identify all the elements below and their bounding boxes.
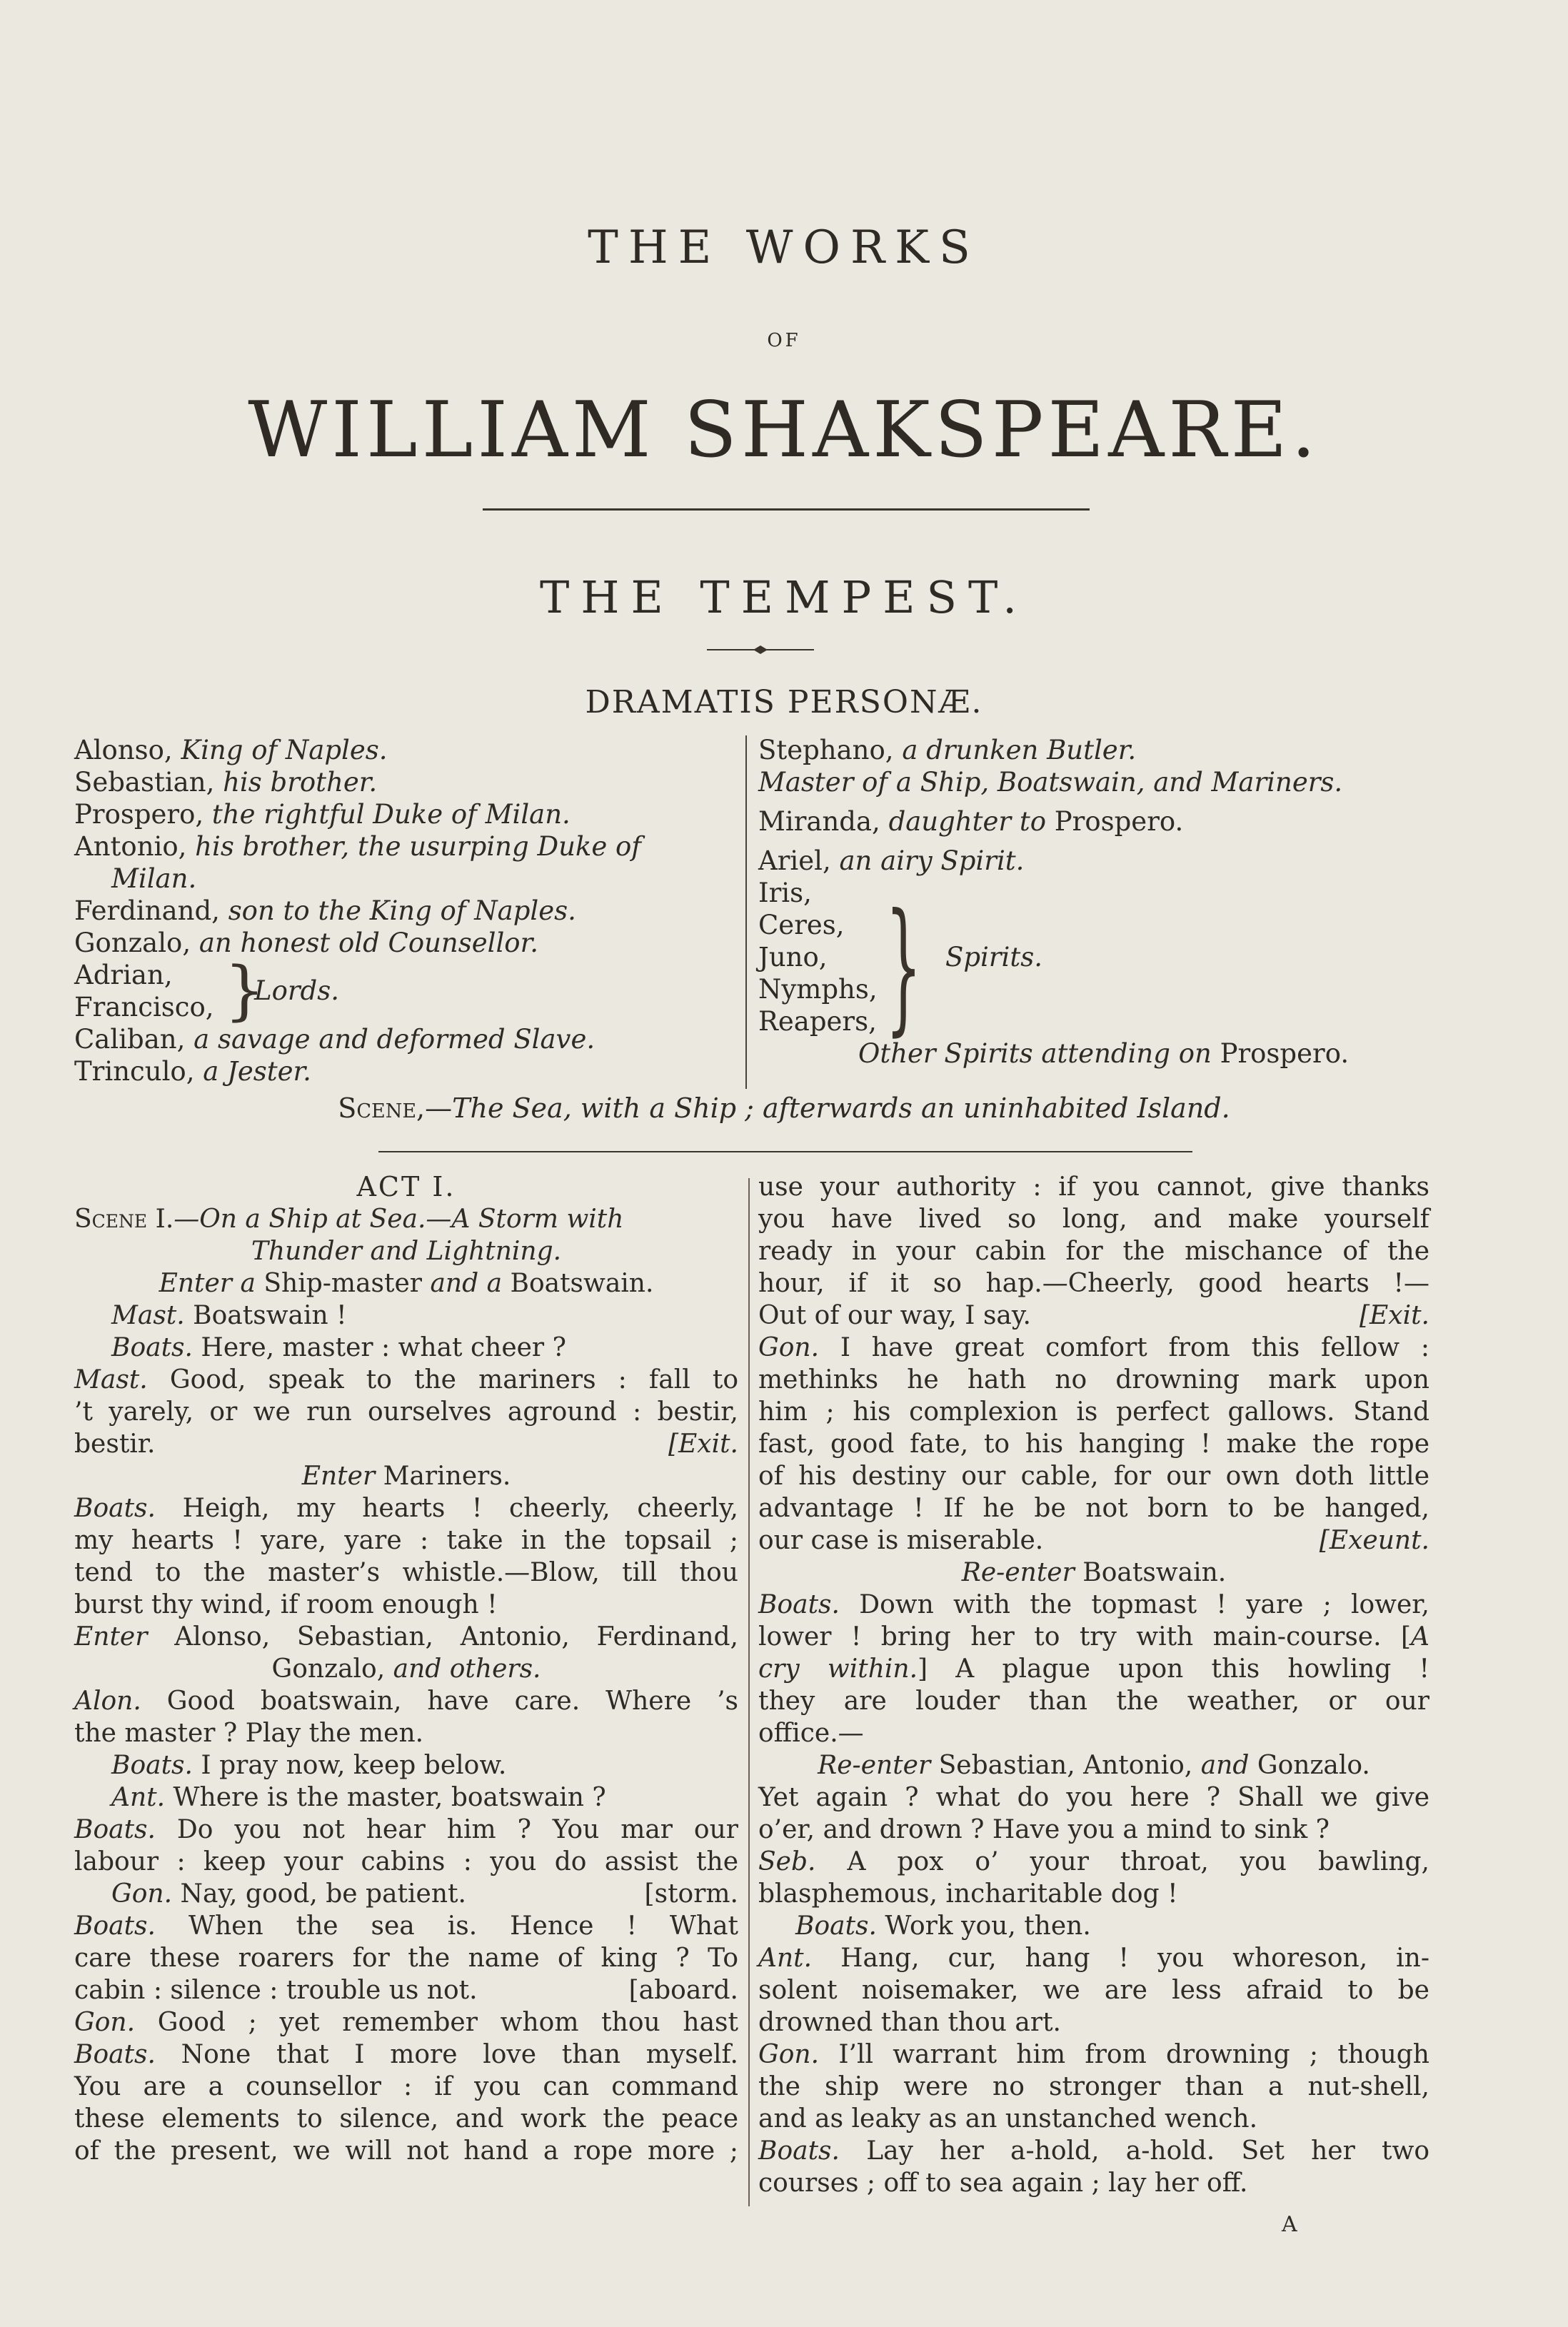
spirit-name: Juno, bbox=[758, 942, 828, 972]
text-run: Work you, then. bbox=[885, 1911, 1091, 1941]
spirit-name: Ceres, bbox=[758, 910, 845, 940]
person-description: Milan. bbox=[111, 863, 197, 894]
text-run: Boats. bbox=[111, 1333, 201, 1362]
scene-label: Scene bbox=[338, 1092, 417, 1124]
text-line bbox=[74, 2039, 738, 2071]
person-name-tail: Prospero. bbox=[1046, 806, 1184, 837]
text-line bbox=[758, 2167, 1429, 2199]
person-name: Alonso, bbox=[74, 735, 181, 765]
person-entry bbox=[74, 830, 740, 863]
text-line bbox=[74, 1332, 738, 1364]
text-line bbox=[74, 1364, 738, 1396]
text-line bbox=[758, 1332, 1429, 1364]
text-run: hour, if it so hap.—Cheerly, good hearts !— bbox=[758, 1269, 1429, 1298]
text-run: Enter bbox=[301, 1462, 383, 1491]
scene-desc-2: Thunder and Lightning. bbox=[251, 1237, 562, 1266]
text-line bbox=[758, 1621, 1429, 1653]
person-name: Trinculo, bbox=[74, 1056, 203, 1087]
other-spirits-entry bbox=[758, 1037, 1508, 1070]
scene-heading-cont bbox=[74, 1235, 738, 1267]
text-run: Boats. bbox=[74, 1911, 189, 1941]
text-line bbox=[74, 1621, 738, 1653]
persons-right-column bbox=[758, 734, 1508, 1070]
text-run: of his destiny our cable, for our own doth little bbox=[758, 1462, 1429, 1491]
text-line bbox=[758, 1203, 1429, 1235]
text-line bbox=[758, 1428, 1429, 1460]
text-run: cabin : silence : trouble us not. bbox=[74, 1976, 478, 2005]
text-line bbox=[74, 1942, 738, 1974]
text-line bbox=[74, 1846, 738, 1878]
text-column-left bbox=[74, 1171, 738, 2167]
person-entry bbox=[74, 895, 740, 927]
text-run: [Exit. bbox=[1359, 1301, 1429, 1330]
text-line bbox=[758, 1846, 1429, 1878]
text-run: Yet again ? what do you here ? Shall we give bbox=[758, 1783, 1429, 1812]
text-line bbox=[758, 2135, 1429, 2167]
person-entry bbox=[758, 766, 1508, 798]
scene-description: The Sea, with a Ship ; afterwards an uninhabited Island. bbox=[452, 1092, 1230, 1124]
text-run: bestir. bbox=[74, 1429, 156, 1459]
lords-group bbox=[74, 953, 740, 1028]
text-line bbox=[74, 1428, 738, 1460]
text-run: Gon. bbox=[74, 2008, 158, 2037]
lord-name: Adrian, bbox=[74, 960, 173, 990]
person-entry bbox=[74, 1023, 740, 1055]
text-run: A pox o’ your throat, you bawling, bbox=[847, 1847, 1429, 1876]
text-run: Gon. bbox=[758, 2040, 839, 2069]
person-entry bbox=[74, 734, 740, 766]
text-run: [aboard. bbox=[628, 1976, 738, 2005]
person-entry bbox=[74, 766, 740, 798]
person-name: Ferdinand, bbox=[74, 895, 228, 926]
act-heading: ACT I. bbox=[356, 1171, 456, 1202]
line-right-note bbox=[1320, 1524, 1429, 1557]
text-line bbox=[74, 1910, 738, 1942]
text-run: of the present, we will not hand a rope more ; bbox=[74, 2136, 738, 2166]
scene-number: Scene I. bbox=[74, 1205, 174, 1234]
text-run: Where is the master, boatswain ? bbox=[173, 1783, 606, 1812]
text-run: Boats. bbox=[758, 2136, 867, 2166]
text-line bbox=[758, 1974, 1429, 2006]
text-run: they are louder than the weather, or our bbox=[758, 1687, 1429, 1716]
text-line bbox=[758, 2039, 1429, 2071]
person-entry bbox=[74, 927, 740, 959]
person-description: an airy Spirit. bbox=[839, 845, 1025, 876]
person-entry bbox=[74, 863, 740, 895]
text-run: use your authority : if you cannot, give thanks bbox=[758, 1172, 1429, 1202]
text-run: Hang, cur, hang ! you whoreson, in- bbox=[840, 1944, 1429, 1973]
right-text-lines bbox=[758, 1171, 1429, 2199]
text-line bbox=[758, 1364, 1429, 1396]
text-line bbox=[74, 2071, 738, 2103]
person-description: his brother. bbox=[223, 767, 378, 798]
text-line bbox=[758, 1396, 1429, 1428]
other-spirits-description: Other Spirits attending on bbox=[858, 1038, 1212, 1069]
text-run: Enter bbox=[74, 1622, 175, 1652]
text-line bbox=[74, 1878, 738, 1910]
spirits-label: Spirits. bbox=[945, 942, 1043, 972]
spirit-name: Reapers, bbox=[758, 1006, 877, 1037]
scene-setting bbox=[0, 1092, 1568, 1124]
text-run: Re-enter bbox=[818, 1751, 939, 1780]
text-run: Mariners. bbox=[383, 1462, 511, 1491]
text-line bbox=[758, 1814, 1429, 1846]
line-right-note bbox=[1360, 1300, 1429, 1332]
text-run: None that I more love than myself. bbox=[181, 2040, 738, 2069]
persons-left-column bbox=[74, 734, 740, 1087]
text-run: o’er, and drown ? Have you a mind to sink ? bbox=[758, 1815, 1330, 1844]
text-line bbox=[74, 1589, 738, 1621]
line-right-note bbox=[668, 1428, 738, 1460]
person-description: his brother, the usurping Duke of bbox=[195, 831, 641, 862]
text-line bbox=[74, 2006, 738, 2039]
text-run: burst thy wind, if room enough ! bbox=[74, 1590, 498, 1619]
person-entry bbox=[74, 798, 740, 830]
text-run: ] A plague upon this howling ! bbox=[918, 1654, 1430, 1684]
dramatis-personae-heading: DRAMATIS PERSONÆ. bbox=[585, 684, 983, 720]
text-run: my hearts ! yare, yare : take in the topsail ; bbox=[74, 1526, 738, 1555]
person-description: an honest old Counsellor. bbox=[198, 928, 538, 958]
text-run: Ant. bbox=[758, 1944, 841, 1973]
scene-dash: ,— bbox=[416, 1092, 453, 1124]
text-line bbox=[74, 1781, 738, 1814]
text-run: [storm. bbox=[644, 1879, 738, 1909]
text-line bbox=[758, 1267, 1429, 1300]
text-run: Alon. bbox=[74, 1687, 167, 1716]
text-line bbox=[74, 1300, 738, 1332]
other-spirits-tail: Prospero. bbox=[1211, 1038, 1350, 1069]
text-run: Out of our way, I say. bbox=[758, 1301, 1031, 1330]
text-run: Lay her a-hold, a-hold. Set her two bbox=[866, 2136, 1429, 2166]
text-run: labour : keep your cabins : you do assist the bbox=[74, 1847, 738, 1876]
person-name: Sebastian, bbox=[74, 767, 223, 798]
title-works: THE WORKS bbox=[588, 221, 980, 274]
text-line bbox=[74, 2135, 738, 2167]
text-run: Ant. bbox=[111, 1783, 174, 1812]
spirit-name: Nymphs, bbox=[758, 974, 878, 1005]
text-line bbox=[758, 2103, 1429, 2135]
text-run: A bbox=[1411, 1622, 1429, 1652]
text-run: Good boatswain, have care. Where ’s bbox=[166, 1687, 738, 1716]
text-line bbox=[758, 1781, 1429, 1814]
text-run: and bbox=[1200, 1751, 1257, 1780]
text-line bbox=[74, 2103, 738, 2135]
text-run: [Exit. bbox=[668, 1429, 738, 1459]
person-name: Prospero, bbox=[74, 799, 212, 830]
text-line bbox=[758, 1749, 1429, 1781]
text-run: office.— bbox=[758, 1719, 864, 1748]
text-run: Mast. bbox=[111, 1301, 194, 1330]
text-line bbox=[74, 1974, 738, 2006]
text-run: Alonso, Sebastian, Antonio, Ferdinand, bbox=[174, 1622, 738, 1652]
text-run: Nay, good, be patient. bbox=[180, 1879, 466, 1909]
text-run: lower ! bring her to try with main-course. [ bbox=[758, 1622, 1411, 1652]
text-line bbox=[758, 1589, 1429, 1621]
text-run: Gon. bbox=[758, 1333, 840, 1362]
person-name: Caliban, bbox=[74, 1024, 194, 1055]
person-description: the rightful Duke of Milan. bbox=[211, 799, 571, 830]
text-line bbox=[758, 2006, 1429, 2039]
text-run: Sebastian, Antonio, bbox=[938, 1751, 1201, 1780]
text-line bbox=[758, 1524, 1429, 1557]
text-line bbox=[758, 1300, 1429, 1332]
text-run: I’ll warrant him from drowning ; though bbox=[838, 2040, 1429, 2069]
text-column-right bbox=[758, 1171, 1429, 2199]
person-description: daughter to bbox=[888, 806, 1047, 837]
text-run: Gonzalo. bbox=[1257, 1751, 1370, 1780]
title-author: WILLIAM SHAKSPEARE. bbox=[248, 386, 1320, 475]
section-rule bbox=[378, 1151, 1192, 1152]
person-description: a drunken Butler. bbox=[902, 735, 1137, 765]
text-run: solent noisemaker, we are less afraid to be bbox=[758, 1976, 1429, 2005]
text-line bbox=[758, 1460, 1429, 1492]
person-description: King of Naples. bbox=[181, 735, 388, 765]
text-run: Boatswain ! bbox=[193, 1301, 347, 1330]
person-entry bbox=[758, 805, 1508, 838]
text-run: Gon. bbox=[111, 1879, 181, 1909]
text-run: and others. bbox=[393, 1654, 541, 1684]
text-run: Enter a bbox=[159, 1269, 264, 1298]
text-run: Boats. bbox=[74, 1494, 183, 1523]
text-run: care these roarers for the name of king ? To bbox=[74, 1944, 738, 1973]
lords-label: Lords. bbox=[254, 975, 339, 1006]
text-line bbox=[74, 1717, 738, 1749]
lords-brace-icon: } bbox=[224, 953, 266, 1028]
text-line bbox=[758, 1717, 1429, 1749]
text-line bbox=[74, 1267, 738, 1300]
text-line bbox=[758, 1910, 1429, 1942]
text-run: When the sea is. Hence ! What bbox=[188, 1911, 739, 1941]
text-run: Mast. bbox=[74, 1365, 170, 1394]
text-run: I have great comfort from this fellow : bbox=[840, 1333, 1429, 1362]
text-line bbox=[758, 1492, 1429, 1524]
text-run: and as leaky as an unstanched wench. bbox=[758, 2104, 1258, 2133]
text-run: I pray now, keep below. bbox=[201, 1751, 507, 1780]
text-run: advantage ! If he be not born to be hanged, bbox=[758, 1494, 1429, 1523]
text-run: Re-enter bbox=[961, 1558, 1083, 1587]
text-line bbox=[74, 1685, 738, 1717]
text-line bbox=[758, 1557, 1429, 1589]
person-description: son to the King of Naples. bbox=[228, 895, 576, 926]
text-line bbox=[74, 1396, 738, 1428]
text-run: Heigh, my hearts ! cheerly, cheerly, bbox=[182, 1494, 739, 1523]
person-name: Ariel, bbox=[758, 845, 840, 876]
text-run: these elements to silence, and work the peace bbox=[74, 2104, 738, 2133]
spirits-brace-icon: } bbox=[885, 883, 922, 1050]
person-name: Miranda, bbox=[758, 806, 889, 837]
title-rule bbox=[483, 508, 1090, 511]
text-run: [Exeunt. bbox=[1319, 1526, 1429, 1555]
text-run: ’t yarely, or we run ourselves aground : bestir, bbox=[74, 1397, 738, 1427]
text-run: Boats. bbox=[74, 1815, 177, 1844]
text-line bbox=[758, 1171, 1429, 1203]
person-description: a savage and deformed Slave. bbox=[194, 1024, 595, 1055]
text-run: Down with the topmast ! yare ; lower, bbox=[859, 1590, 1430, 1619]
text-run: You are a counsellor : if you can command bbox=[74, 2072, 738, 2101]
text-run: Ship-master bbox=[263, 1269, 431, 1298]
text-run: our case is miserable. bbox=[758, 1526, 1044, 1555]
persons-column-divider bbox=[745, 735, 747, 1089]
person-name: Antonio, bbox=[74, 831, 196, 862]
text-run: blasphemous, incharitable dog ! bbox=[758, 1879, 1178, 1909]
text-run: ready in your cabin for the mischance of the bbox=[758, 1237, 1429, 1266]
play-title: THE TEMPEST. bbox=[540, 571, 1028, 623]
person-entry bbox=[74, 1055, 740, 1087]
text-run: Boats. bbox=[74, 2040, 181, 2069]
person-description: Master of a Ship, Boatswain, and Mariners. bbox=[758, 767, 1343, 798]
text-line bbox=[74, 1524, 738, 1557]
left-text-lines bbox=[74, 1267, 738, 2167]
person-entry bbox=[758, 845, 1508, 877]
text-line bbox=[74, 1749, 738, 1781]
text-line bbox=[74, 1814, 738, 1846]
ornament-divider-icon bbox=[707, 643, 814, 657]
text-run: Boats. bbox=[758, 1590, 860, 1619]
text-run: fast, good fate, to his hanging ! make the rope bbox=[758, 1429, 1429, 1459]
lord-name: Francisco, bbox=[74, 992, 214, 1022]
spirit-name: Iris, bbox=[758, 878, 812, 908]
line-right-note bbox=[629, 1974, 738, 2006]
text-line bbox=[74, 1653, 738, 1685]
text-line bbox=[74, 1557, 738, 1589]
text-line bbox=[758, 1235, 1429, 1267]
text-run: Boatswain. bbox=[510, 1269, 654, 1298]
text-run: Gonzalo, bbox=[271, 1654, 393, 1684]
person-entry bbox=[758, 734, 1508, 766]
scene-heading bbox=[74, 1203, 738, 1235]
text-line bbox=[758, 2071, 1429, 2103]
text-line bbox=[74, 1492, 738, 1524]
signature-mark: A bbox=[1282, 2212, 1297, 2237]
person-description: a Jester. bbox=[203, 1056, 311, 1087]
spirits-group bbox=[758, 877, 1508, 1050]
text-column-divider bbox=[748, 1178, 750, 2206]
text-run: Good, speak to the mariners : fall to bbox=[169, 1365, 738, 1394]
person-name: Stephano, bbox=[758, 735, 903, 765]
person-name: Gonzalo, bbox=[74, 928, 199, 958]
text-run: the ship were no stronger than a nut-shell, bbox=[758, 2072, 1429, 2101]
text-run: cry within. bbox=[758, 1654, 918, 1684]
text-run: tend to the master’s whistle.—Blow, till thou bbox=[74, 1558, 738, 1587]
text-line bbox=[758, 1878, 1429, 1910]
text-line bbox=[74, 1460, 738, 1492]
text-run: Seb. bbox=[758, 1847, 848, 1876]
text-run: you have lived so long, and make yourself bbox=[758, 1205, 1429, 1234]
text-run: the master ? Play the men. bbox=[74, 1719, 424, 1748]
text-run: Boats. bbox=[111, 1751, 201, 1780]
scene-desc-1: —On a Ship at Sea.—A Storm with bbox=[174, 1205, 624, 1234]
text-line bbox=[758, 1685, 1429, 1717]
line-right-note bbox=[645, 1878, 738, 1910]
title-of: OF bbox=[767, 330, 801, 351]
text-run: Do you not hear him ? You mar our bbox=[176, 1815, 739, 1844]
text-run: drowned than thou art. bbox=[758, 2008, 1062, 2037]
text-run: Good ; yet remember whom thou hast bbox=[157, 2008, 738, 2037]
text-run: Boatswain. bbox=[1082, 1558, 1227, 1587]
text-run: Here, master : what cheer ? bbox=[201, 1333, 566, 1362]
text-run: methinks he hath no drowning mark upon bbox=[758, 1365, 1429, 1394]
text-run: courses ; off to sea again ; lay her off. bbox=[758, 2168, 1248, 2198]
text-line bbox=[758, 1653, 1429, 1685]
text-line bbox=[758, 1942, 1429, 1974]
text-run: and a bbox=[430, 1269, 511, 1298]
text-run: him ; his complexion is perfect gallows. Stand bbox=[758, 1397, 1429, 1427]
text-run: Boats. bbox=[795, 1911, 885, 1941]
